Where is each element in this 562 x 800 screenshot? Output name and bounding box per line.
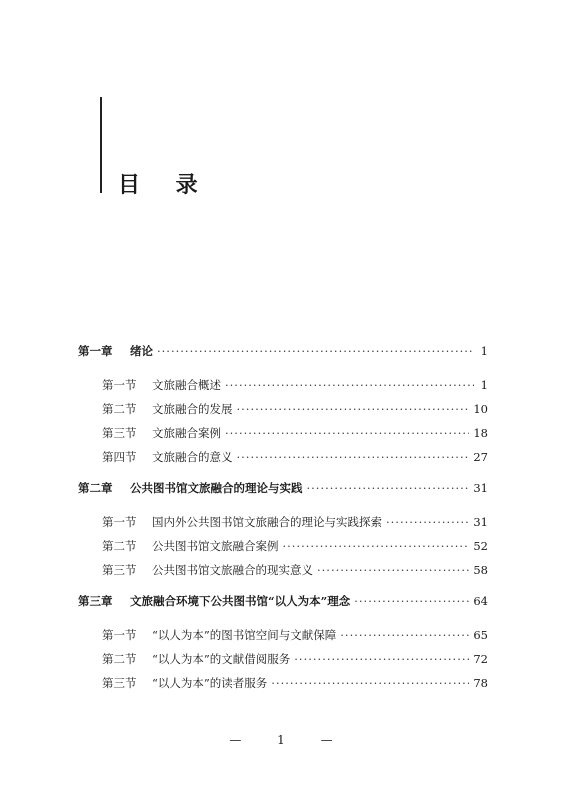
dot-leader [283,539,470,553]
section-number: 第一节 [102,628,137,642]
dot-leader [225,378,474,392]
section-number: 第三节 [102,676,137,690]
dot-leader [317,563,469,577]
chapter-number: 第二章 [78,481,113,495]
section-title: 公共图书馆文旅融合案例 [152,539,279,553]
dot-leader [294,652,469,666]
toc-chapter-entry[interactable] [78,480,488,496]
section-number: 第二节 [102,539,137,553]
title-rule [100,97,102,193]
toc-entry-label [78,593,350,609]
toc-entry-label [102,514,382,530]
section-title: 文旅融合案例 [152,426,221,440]
section-title: 公共图书馆文旅融合的现实意义 [152,563,313,577]
section-title: “以人为本”的读者服务 [152,676,268,690]
footer-dash-left: — [229,733,242,747]
page-number: 31 [473,515,488,529]
dot-leader [271,676,469,690]
page-number: 65 [473,628,488,642]
page-number: 52 [473,539,488,553]
section-number: 第一节 [102,515,137,529]
toc-section-entry[interactable] [78,675,488,691]
toc-entry-label [102,627,336,643]
toc-section-entry[interactable] [78,425,488,441]
dot-leader [237,402,470,416]
section-title: 文旅融合的意义 [152,450,233,464]
toc-entry-label [102,562,313,578]
section-number: 第四节 [102,450,137,464]
section-number: 第二节 [102,652,137,666]
section-title: “以人为本”的图书馆空间与文献保障 [152,628,337,642]
toc-section-entry[interactable] [78,538,488,554]
chapter-number: 第三章 [78,594,113,608]
chapter-title: 公共图书馆文旅融合的理论与实践 [130,481,303,495]
section-title: “以人为本”的文献借阅服务 [152,652,291,666]
toc-entry-label [102,449,233,465]
page-number: 1 [480,378,488,392]
toc-chapter-entry[interactable] [78,343,488,359]
chapter-title: 绪论 [130,344,153,358]
section-number: 第一节 [102,378,137,392]
page-number: 58 [473,563,488,577]
dot-leader [354,594,469,608]
footer-dash-right: — [320,733,333,747]
footer-page-number: 1 [277,733,285,747]
toc-entry-label [78,480,303,496]
toc-chapter-entry[interactable] [78,593,488,609]
page-number: 31 [473,481,488,495]
section-number: 第三节 [102,426,137,440]
toc-section-entry[interactable] [78,514,488,530]
page-number: 64 [473,594,488,608]
toc-section-entry[interactable] [78,401,488,417]
dot-leader [340,628,469,642]
toc-entry-label [102,377,221,393]
dot-leader [237,450,470,464]
section-title: 文旅融合的发展 [152,402,233,416]
toc-section-entry[interactable] [78,377,488,393]
toc-section-entry[interactable] [78,627,488,643]
page-number: 10 [473,402,488,416]
toc-entry-label [78,343,153,359]
toc-section-entry[interactable] [78,562,488,578]
toc-entry-label [102,425,221,441]
page-number: 27 [473,450,488,464]
dot-leader [225,426,469,440]
chapter-title: 文旅融合环境下公共图书馆“以人为本”理念 [130,594,351,608]
page-title: 目 录 [118,172,212,198]
page-number: 78 [473,676,488,690]
dot-leader [157,344,474,358]
chapter-number: 第一章 [78,344,113,358]
toc-entry-label [102,675,267,691]
toc-entry-label [102,651,290,667]
section-number: 第三节 [102,563,137,577]
dot-leader [386,515,469,529]
toc-entry-label [102,401,233,417]
page-number: 1 [480,344,488,358]
page-number: 72 [473,652,488,666]
toc-section-entry[interactable] [78,651,488,667]
dot-leader [307,481,470,495]
section-title: 国内外公共图书馆文旅融合的理论与实践探索 [152,515,382,529]
toc-entry-label [102,538,279,554]
page-footer [0,733,562,747]
toc-section-entry[interactable] [78,449,488,465]
page-number: 18 [473,426,488,440]
section-title: 文旅融合概述 [152,378,221,392]
section-number: 第二节 [102,402,137,416]
